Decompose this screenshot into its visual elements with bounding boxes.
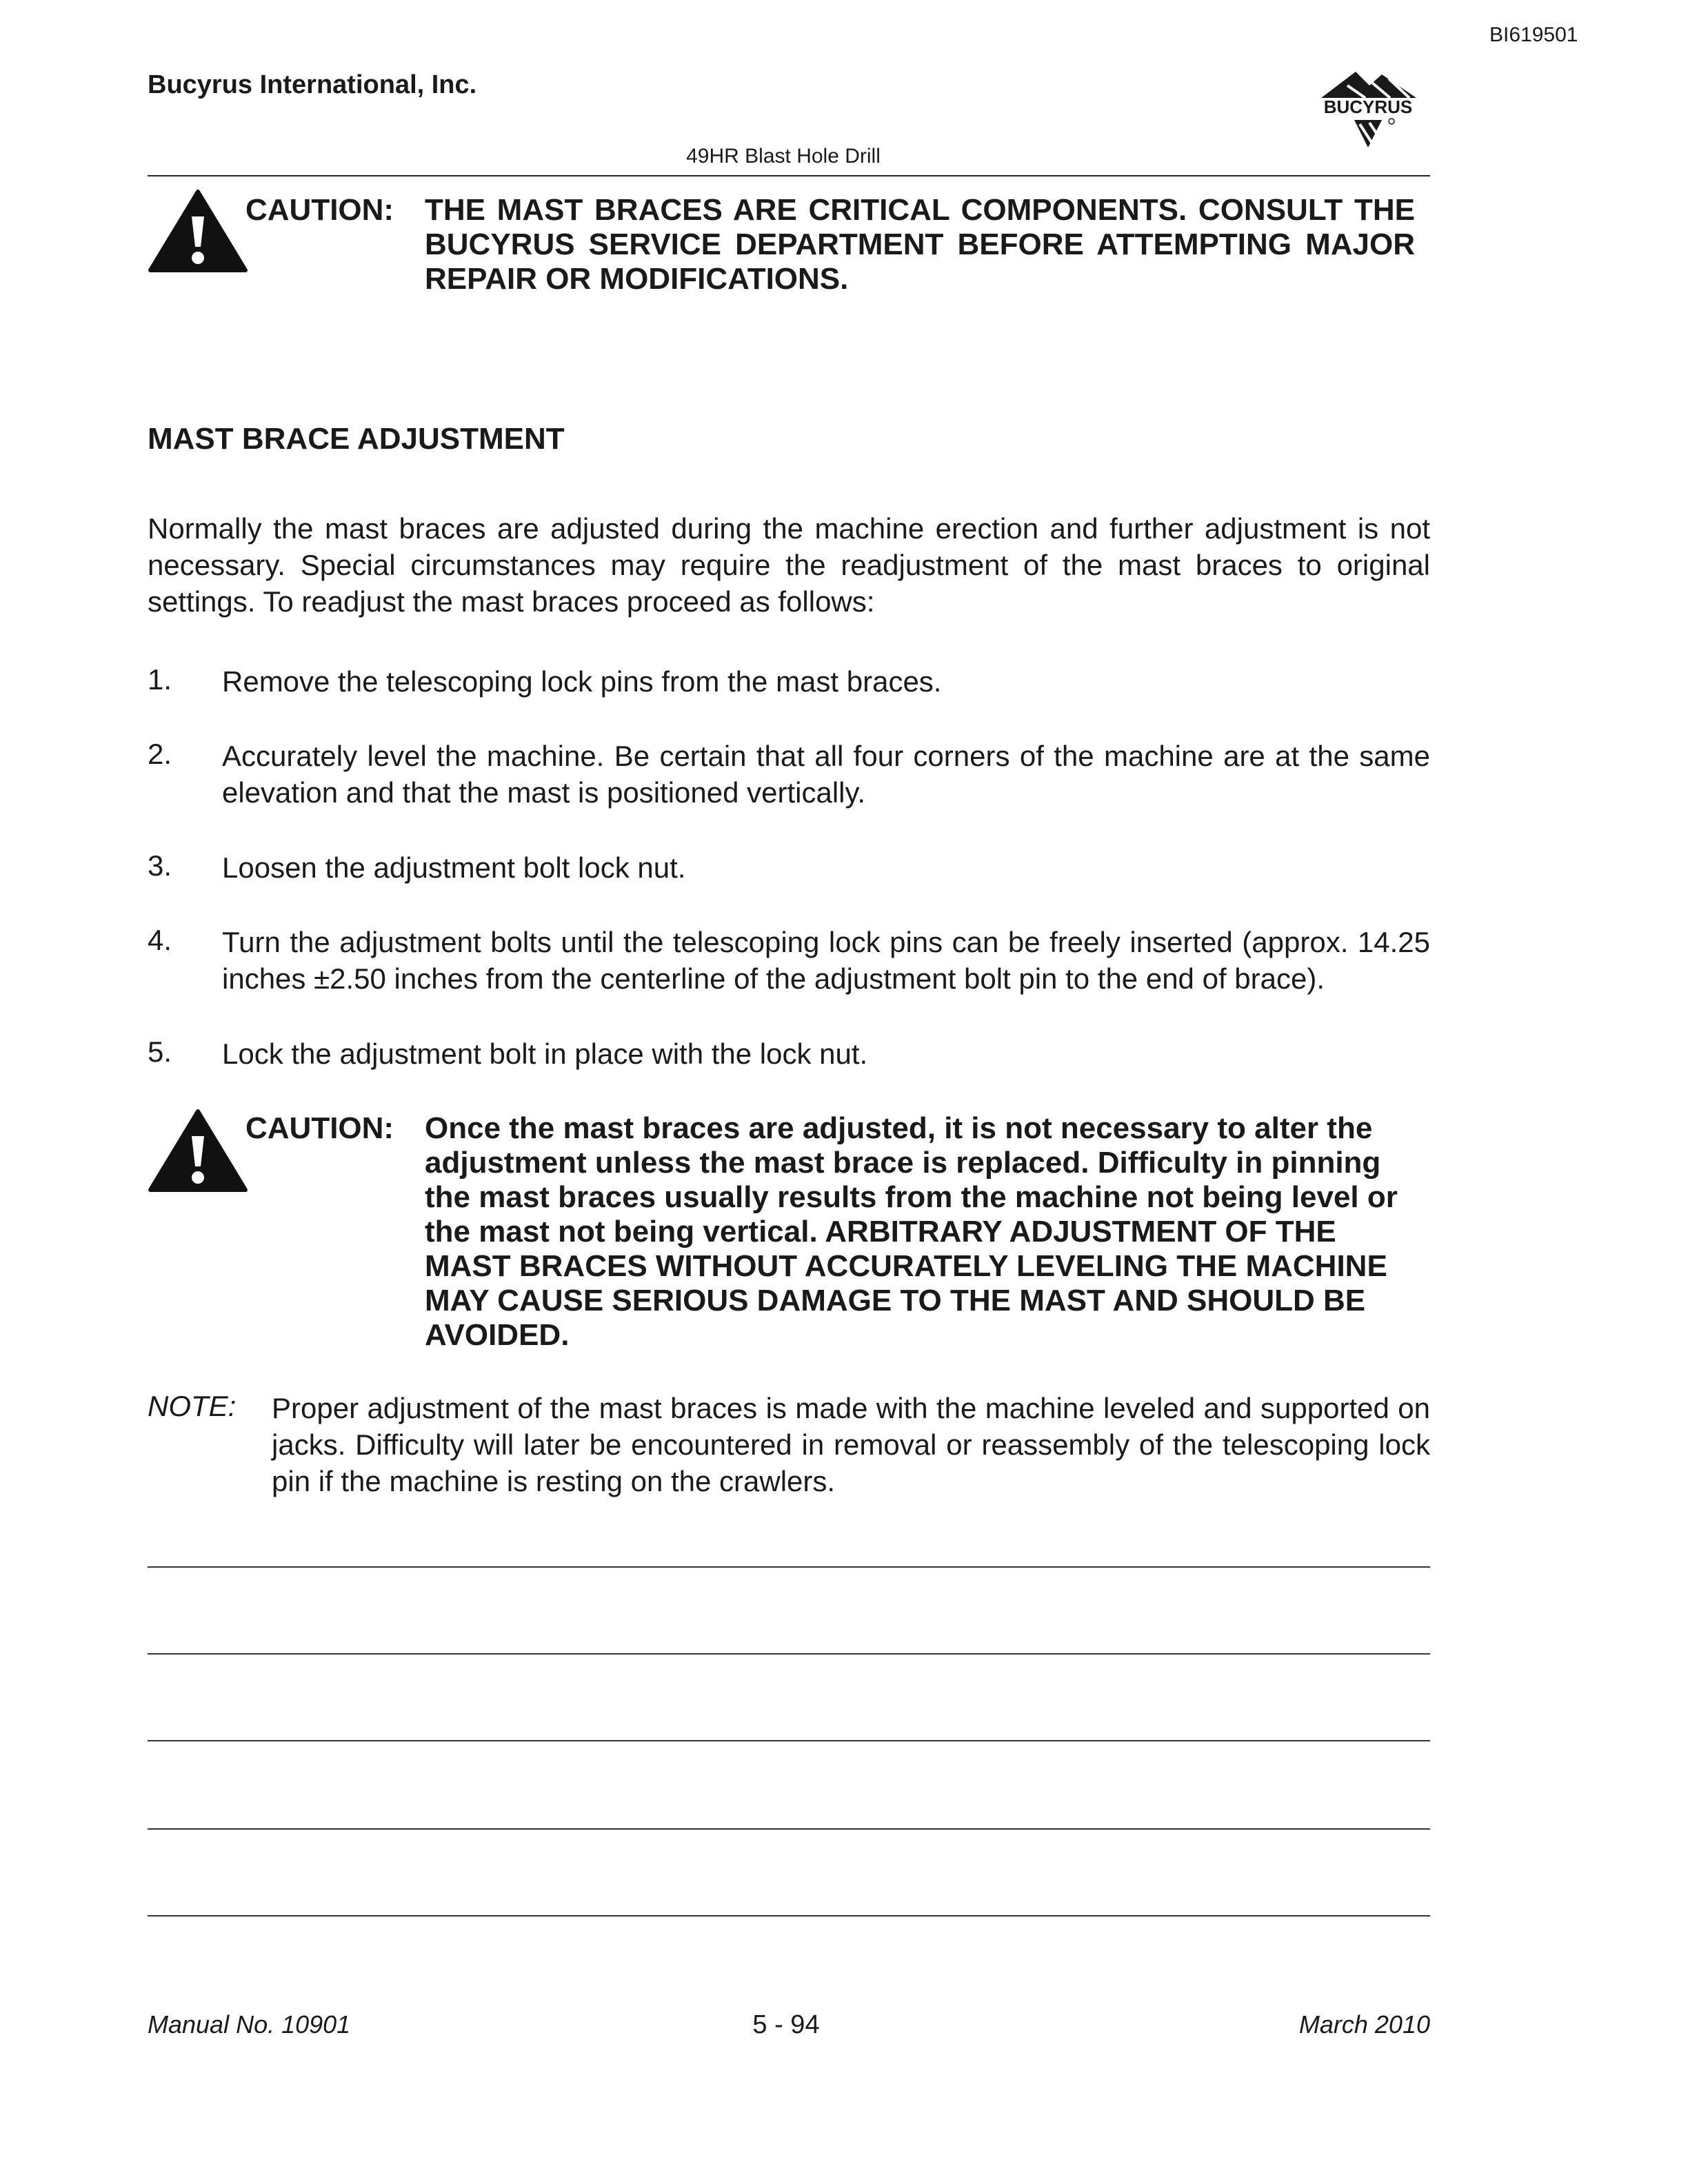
blank-note-line xyxy=(148,1915,1430,1917)
step-text: Accurately level the machine. Be certain that all four corners of the machine are at the same elevation and that the mast is positioned vertically. xyxy=(222,740,1430,809)
blank-note-line xyxy=(148,1566,1430,1568)
company-name: Bucyrus International, Inc. xyxy=(148,70,477,99)
footer-page-number: 5 - 94 xyxy=(752,2010,820,2039)
svg-text:BUCYRUS: BUCYRUS xyxy=(1323,97,1413,117)
step-text: Remove the telescoping lock pins from the mast braces. xyxy=(222,665,942,698)
step-number: 2. xyxy=(148,738,172,770)
step-number: 3. xyxy=(148,849,172,882)
step-number: 4. xyxy=(148,924,172,956)
step-number: 1. xyxy=(148,663,172,696)
warning-triangle-icon xyxy=(148,1109,248,1194)
blank-note-line xyxy=(148,1740,1430,1741)
caution-text: THE MAST BRACES ARE CRITICAL COMPONENTS. CONSULT THE BUCYRUS SERVICE DEPARTMENT BEFORE ATTEMPTING MAJOR REPAIR OR MODIFICATIONS. xyxy=(425,193,1415,296)
step-text: Lock the adjustment bolt in place with the lock nut. xyxy=(222,1038,868,1070)
document-id: BI619501 xyxy=(1489,23,1578,46)
step-number: 5. xyxy=(148,1035,172,1068)
intro-paragraph: Normally the mast braces are adjusted during the machine erection and further adjustment is not necessary. Special circumstances may require the readjustment of the mast braces to original settings. To readjust the mast braces proceed as follows: xyxy=(148,512,1430,618)
section-heading: MAST BRACE ADJUSTMENT xyxy=(148,422,565,456)
header-divider xyxy=(148,175,1430,176)
note-text: Proper adjustment of the mast braces is made with the machine leveled and supported on jacks. Difficulty will later be encountered in removal or reassembly of the telescoping lock pin if the machine is resting on the crawlers. xyxy=(272,1392,1430,1497)
blank-note-line xyxy=(148,1653,1430,1655)
note-label: NOTE: xyxy=(148,1390,237,1422)
warning-triangle-icon xyxy=(148,189,248,274)
caution-text: Once the mast braces are adjusted, it is not necessary to alter the adjustment unless the mast brace is replaced. Difficulty in pinning the mast braces usually results from the machine not being level or the mast not being vertical. ARBITRARY ADJUSTMENT OF THE MAST BRACES WITHOUT ACCURATELY LEVELING THE MACHINE MAY CAUSE SERIOUS DAMAGE TO THE MAST AND SHOULD BE AVOIDED. xyxy=(425,1111,1398,1352)
caution-label: CAUTION: xyxy=(245,1111,394,1145)
caution-label: CAUTION: xyxy=(245,193,394,227)
footer-manual-number: Manual No. 10901 xyxy=(148,2010,351,2039)
bucyrus-logo xyxy=(1306,69,1430,150)
step-text: Loosen the adjustment bolt lock nut. xyxy=(222,851,686,884)
step-text: Turn the adjustment bolts until the telescoping lock pins can be freely inserted (approx. 14.25 inches ±2.50 inches from the centerline of the adjustment bolt pin to the end of brace). xyxy=(222,926,1430,995)
document-subtitle: 49HR Blast Hole Drill xyxy=(686,145,881,168)
footer-date: March 2010 xyxy=(1298,2010,1430,2039)
blank-note-line xyxy=(148,1828,1430,1830)
